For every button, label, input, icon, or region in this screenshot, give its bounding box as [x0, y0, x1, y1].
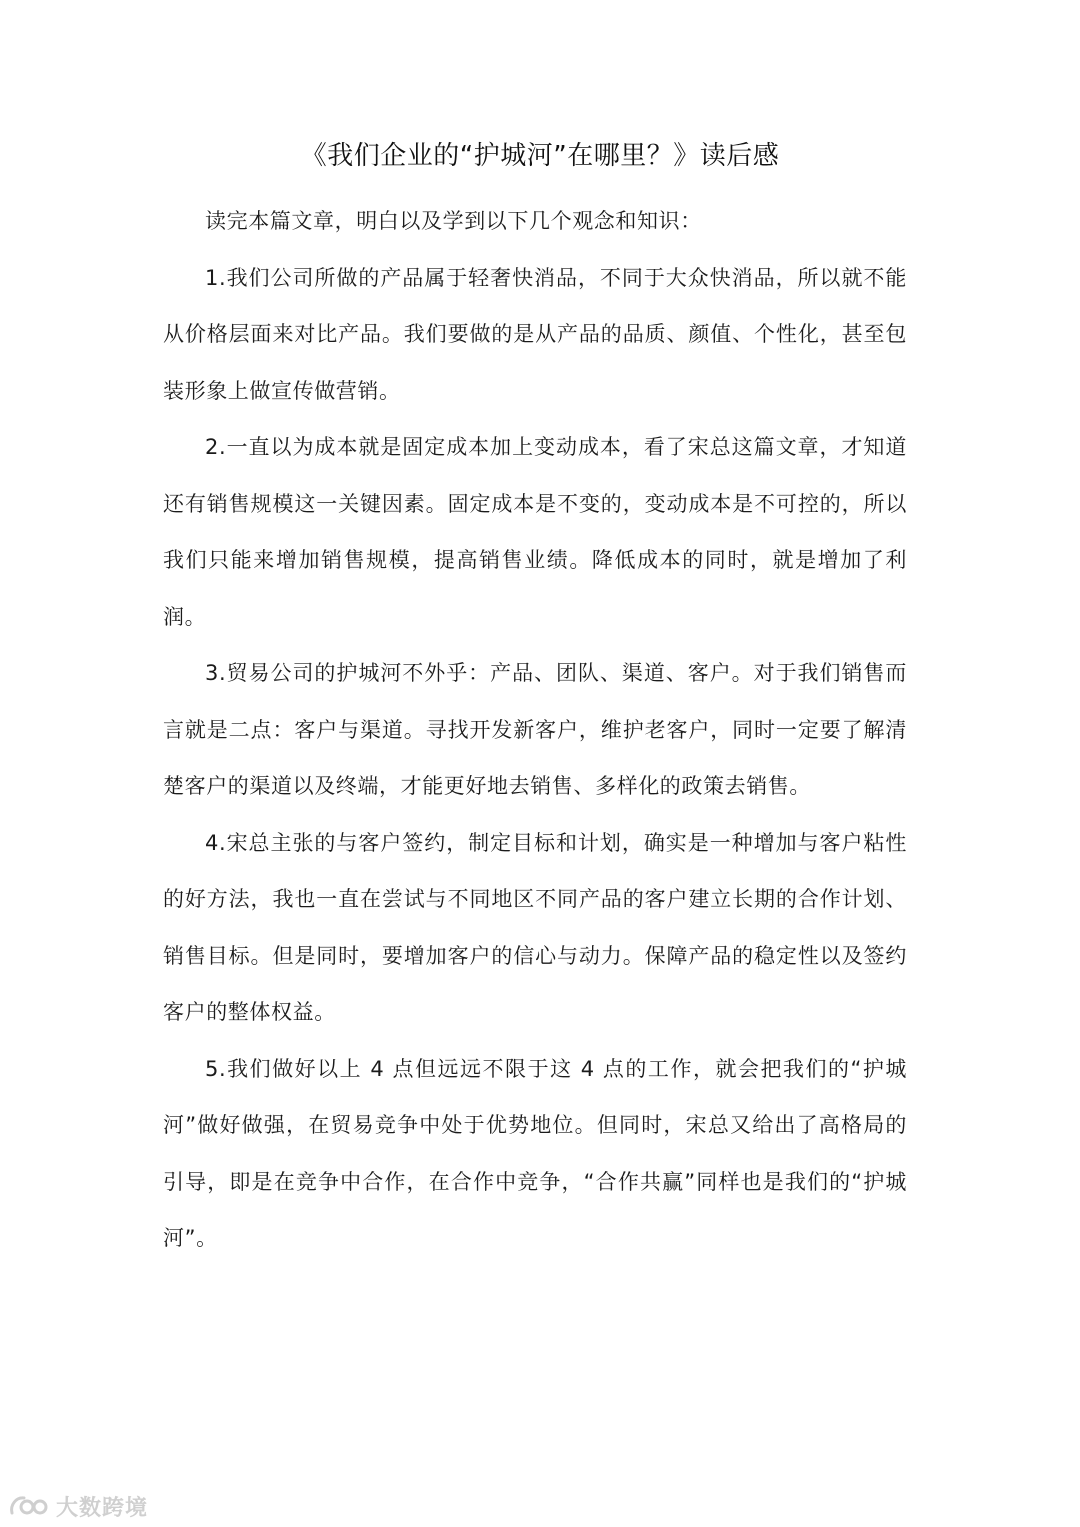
paragraph-point-4: 4.宋总主张的与客户签约，制定目标和计划，确实是一种增加与客户粘性的好方法，我也一直在尝试与不同地区不同产品的客户建立长期的合作计划、销售目标。但是同时，要增加客户的信心与动力。保障产品的稳定性以及签约客户的整体权益。 [163, 830, 907, 1024]
watermark-text: 大数跨境 [56, 1495, 149, 1521]
paragraph-intro: 读完本篇文章，明白以及学到以下几个观念和知识： [205, 209, 702, 233]
paragraph-point-5: 5.我们做好以上 4 点但远远不限于这 4 点的工作，就会把我们的“护城河”做好做强，在贸易竞争中处于优势地位。但同时，宋总又给出了高格局的引导，即是在竞争中合作，在合作中竞争，“合作共赢”同样也是我们的“护城河”。 [163, 1056, 907, 1250]
paragraph-point-3: 3.贸易公司的护城河不外乎：产品、团队、渠道、客户。对于我们销售而言就是二点：客户与渠道。寻找开发新客户，维护老客户，同时一定要了解清楚客户的渠道以及终端，才能更好地去销售、多样化的政策去销售。 [163, 661, 907, 798]
paragraph-point-2: 2.一直以为成本就是固定成本加上变动成本，看了宋总这篇文章，才知道还有销售规模这一关键因素。固定成本是不变的，变动成本是不可控的，所以我们只能来增加销售规模，提高销售业绩。降低成本的同时，就是增加了利润。 [163, 435, 907, 629]
watermark [8, 1490, 148, 1522]
page-title: 《我们企业的“护城河”在哪里？》读后感 [300, 141, 780, 171]
watermark-logo-icon [8, 1493, 52, 1519]
document-body [163, 193, 907, 1267]
paragraph-point-1: 1.我们公司所做的产品属于轻奢快消品，不同于大众快消品，所以就不能从价格层面来对比产品。我们要做的是从产品的品质、颜值、个性化，甚至包装形象上做宣传做营销。 [163, 265, 907, 403]
